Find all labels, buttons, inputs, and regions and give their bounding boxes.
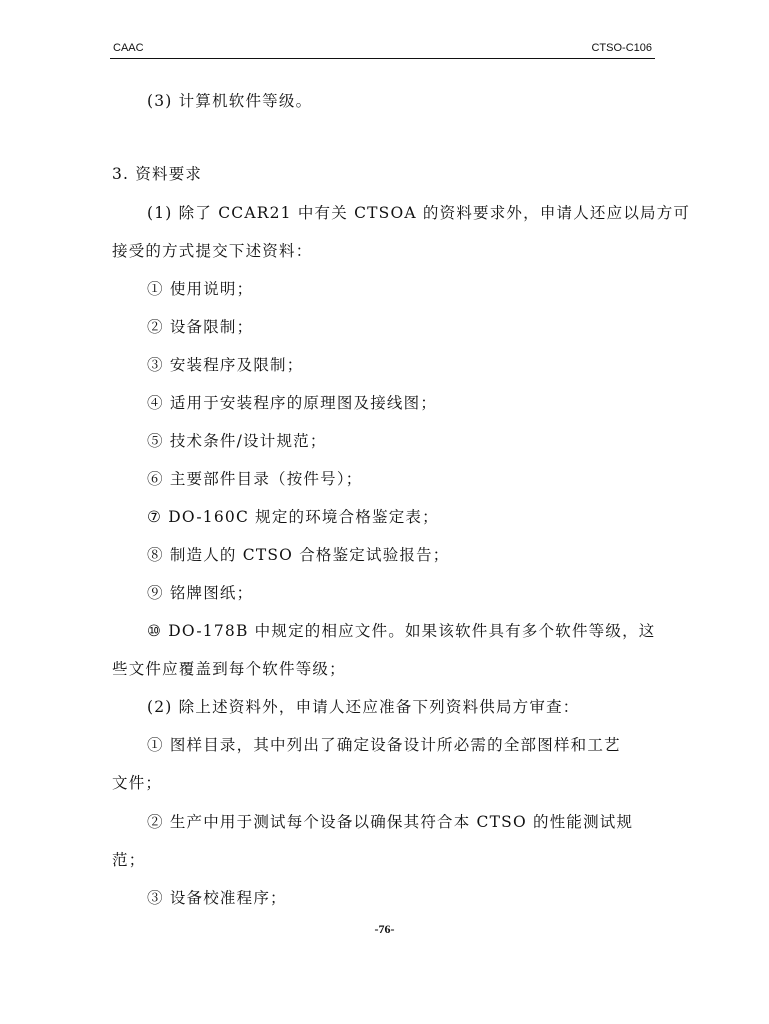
text-line: ② 生产中用于测试每个设备以确保其符合本 CTSO 的性能测试规 <box>147 813 634 831</box>
text-line: 文件； <box>112 774 163 792</box>
text-line: ⑨ 铭牌图纸； <box>147 584 254 602</box>
header-left-label: CAAC <box>113 42 144 54</box>
text-line: 3. 资料要求 <box>112 165 203 183</box>
text-line: (1) 除了 CCAR21 中有关 CTSOA 的资料要求外，申请人还应以局方可 <box>147 204 691 222</box>
text-line: ⑤ 技术条件/设计规范； <box>147 432 327 450</box>
page-number: -76- <box>374 922 395 936</box>
text-line: ⑧ 制造人的 CTSO 合格鉴定试验报告； <box>147 546 450 564</box>
header-right-label: CTSO-C106 <box>591 42 652 54</box>
text-line: 接受的方式提交下述资料： <box>112 242 313 260</box>
text-line: ⑥ 主要部件目录（按件号）； <box>147 470 363 488</box>
text-line: ③ 设备校准程序； <box>147 889 287 907</box>
page-header <box>110 40 655 59</box>
text-line: ③ 安装程序及限制； <box>147 356 304 374</box>
text-line: ① 使用说明； <box>147 280 254 298</box>
text-line: 些文件应覆盖到每个软件等级； <box>112 660 346 678</box>
text-line: ② 设备限制； <box>147 318 254 336</box>
text-line: (3) 计算机软件等级。 <box>147 92 313 110</box>
text-line: ④ 适用于安装程序的原理图及接线图； <box>147 394 438 412</box>
text-line: (2) 除上述资料外，申请人还应准备下列资料供局方审查： <box>147 698 580 716</box>
text-line: ① 图样目录，其中列出了确定设备设计所必需的全部图样和工艺 <box>147 736 621 754</box>
text-line: 范； <box>112 851 146 869</box>
text-line: ⑦ DO-160C 规定的环境合格鉴定表； <box>147 508 439 526</box>
text-line: ⑩ DO-178B 中规定的相应文件。如果该软件具有多个软件等级，这 <box>147 622 656 640</box>
